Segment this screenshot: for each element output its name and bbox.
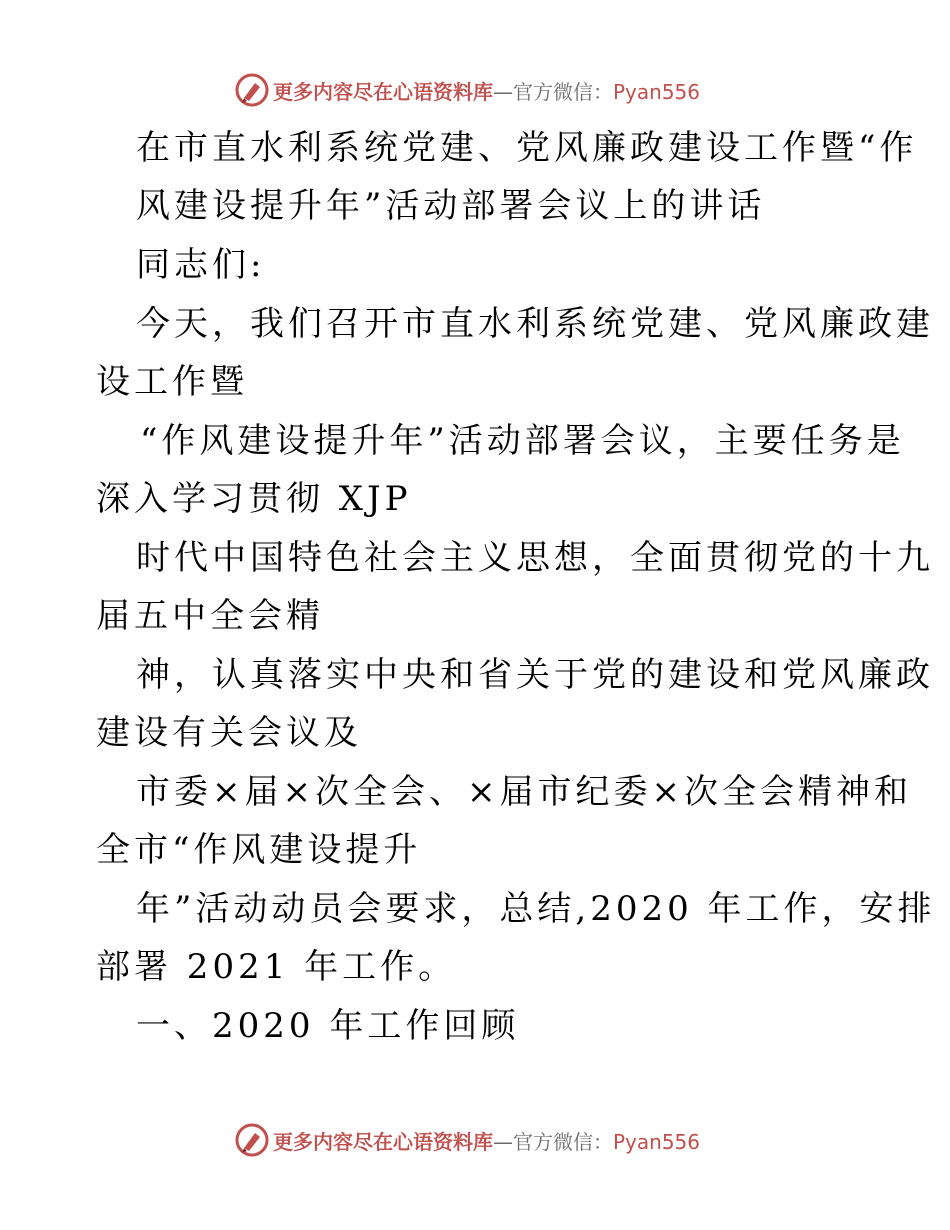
body-line: “作风建设提升年”活动部署会议，主要任务是 xyxy=(140,421,905,461)
body-line: 建设有关会议及 xyxy=(96,713,362,753)
salutation: 同志们: xyxy=(136,245,266,285)
body-line: 部署 2021 年工作。 xyxy=(96,947,457,987)
pen-logo-icon xyxy=(235,73,269,107)
watermark-text xyxy=(273,1126,700,1155)
watermark-handle: Pyan556 xyxy=(613,79,701,104)
watermark-official: 官方微信： xyxy=(513,79,613,104)
body-line: 年”活动动员会要求，总结,2020 年工作，安排 xyxy=(136,889,936,929)
body-line: 今天，我们召开市直水利系统党建、党风廉政建 xyxy=(136,304,934,344)
body-line: 全市“作风建设提升 xyxy=(96,830,422,870)
pen-logo-icon xyxy=(235,1123,269,1157)
watermark-header xyxy=(235,70,700,110)
section-heading: 一、2020 年工作回顾 xyxy=(136,1006,520,1046)
title-line-1: 在市直水利系统党建、党风廉政建设工作暨“作 xyxy=(136,128,918,168)
watermark-dash: — xyxy=(493,1129,513,1154)
watermark-text xyxy=(273,76,700,105)
body-line: 时代中国特色社会主义思想，全面贯彻党的十九 xyxy=(136,538,934,578)
body-line: 市委×届×次全会、×届市纪委×次全会精神和 xyxy=(136,772,912,812)
body-line: 届五中全会精 xyxy=(96,596,324,636)
title-line-2: 风建设提升年”活动部署会议上的讲话 xyxy=(136,186,766,226)
watermark-main: 更多内容尽在心语资料库 xyxy=(273,79,493,104)
body-line: 设工作暨 xyxy=(96,362,248,402)
watermark-official: 官方微信： xyxy=(513,1129,613,1154)
watermark-dash: — xyxy=(493,79,513,104)
body-line: 深入学习贯彻 XJP xyxy=(96,479,412,519)
watermark-handle: Pyan556 xyxy=(613,1129,701,1154)
watermark-main: 更多内容尽在心语资料库 xyxy=(273,1129,493,1154)
body-line: 神，认真落实中央和省关于党的建设和党风廉政 xyxy=(136,655,934,695)
watermark-footer xyxy=(235,1120,700,1160)
